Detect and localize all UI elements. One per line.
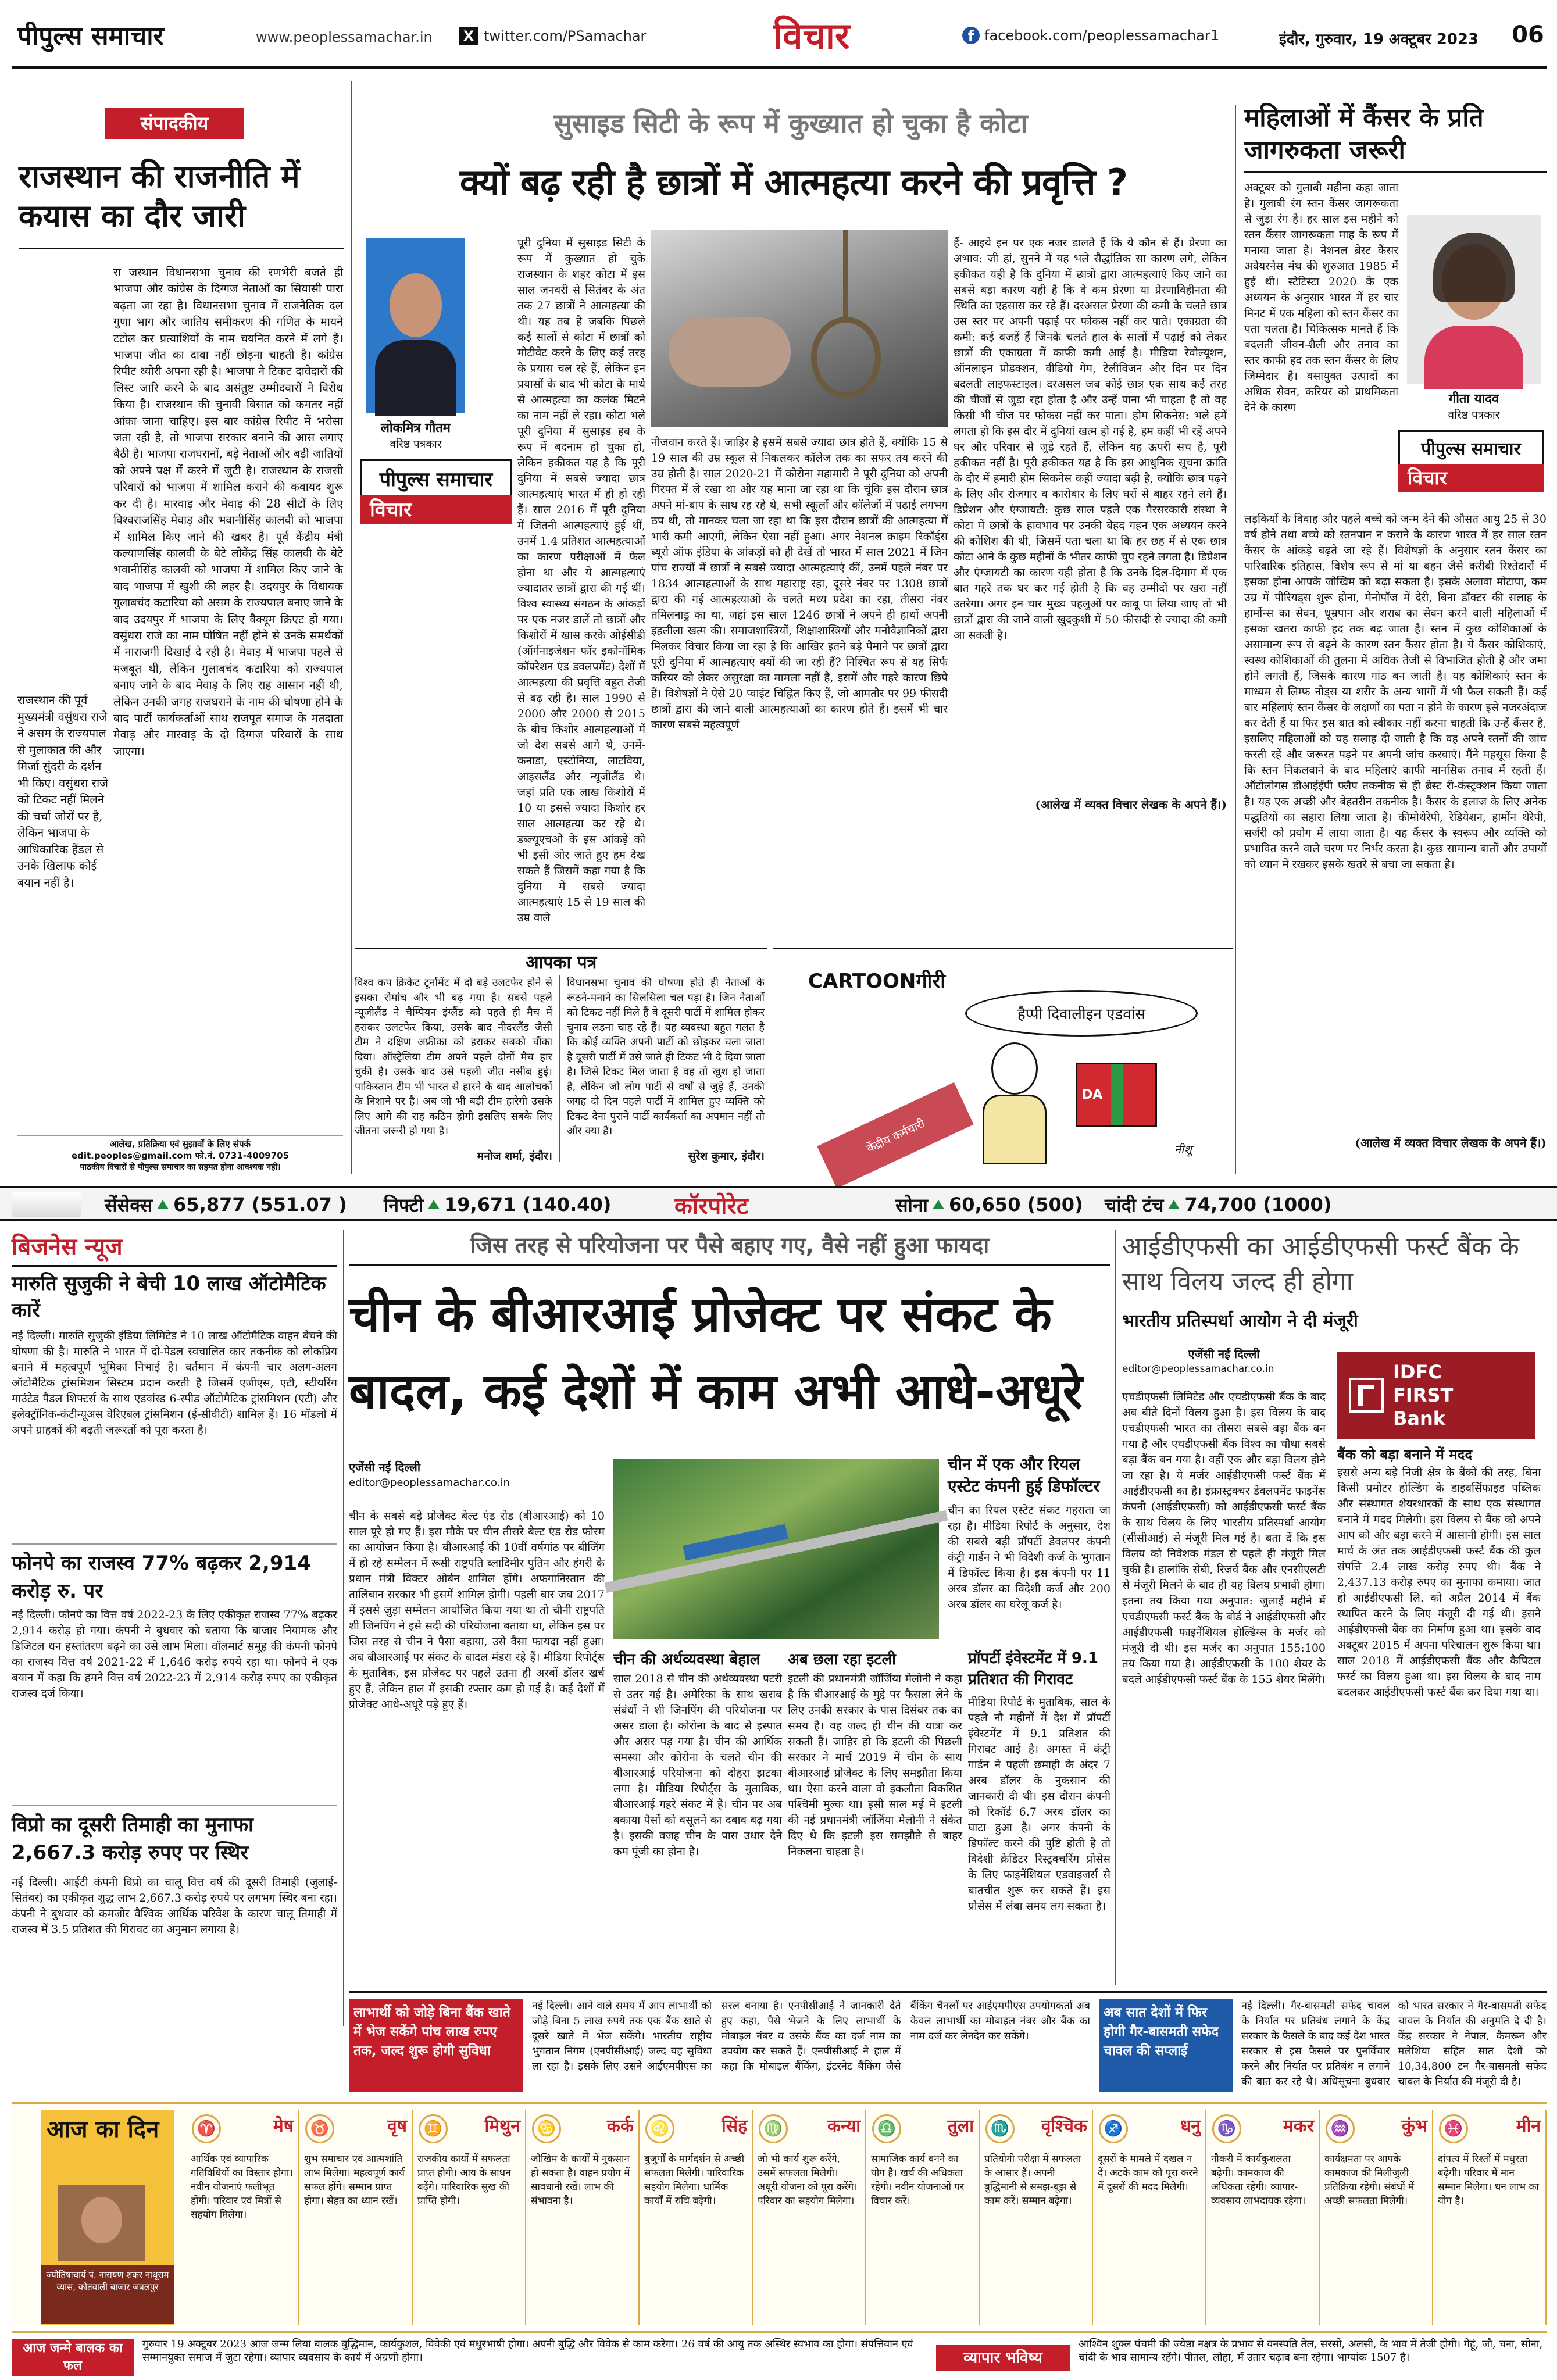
rashi-cell (1206, 2110, 1320, 2325)
author-photo-suit (375, 340, 456, 416)
rashi-text: जोखिम के कार्यों में नुकसान हो सकता है। वाहन प्रयोग में सावधानी रखें। लाभ की संभावना है। (531, 2153, 630, 2207)
rashi-cell (753, 2110, 866, 2325)
bottom-line (12, 2331, 1547, 2378)
masthead-logo[interactable] (17, 13, 238, 57)
rashi-text: प्रतियोगी परीक्षा में सफलता के आसार हैं। अपनी बुद्धिमानी से समझ-बूझ से काम करें। सम्मान बढ़ेगा। (984, 2153, 1081, 2207)
lead-article (355, 76, 1233, 936)
right-note: (आलेख में व्यक्त विचार लेखक के अपने हैं।) (1355, 1136, 1547, 1150)
lead-logo (360, 459, 512, 495)
editorial-title: राजस्थान की राजनीति में कयास का दौर जारी (19, 158, 300, 234)
idfc-kicker: आईडीएफसी का आईडीएफसी फर्स्ट बैंक के साथ विलय जल्द ही होगा (1122, 1232, 1519, 1296)
nifty (384, 1188, 611, 1221)
business-news (12, 1230, 337, 2026)
rashi-text: कार्यक्षमता पर आपके कामकाज की मिलीजुली प्रतिक्रिया रहेगी। संबंधों में अच्छी सफलता मिलेगी। (1324, 2153, 1415, 2207)
idfc-byline: एजेंसी नई दिल्ली (1188, 1347, 1260, 1361)
astrologer-face (81, 2197, 122, 2243)
silver-up-icon (1168, 1200, 1180, 1209)
right-body-rest: लड़कियों के विवाह और पहले बच्चे को जन्म देने की औसत आयु 25 से 30 वर्ष होने तथा बच्चे को स्तनपान न कराने के कारण भारत में हर साल स्तन कैंसर के आंकड़े बढ़ते जा रहे हैं। विशेषज्ञों के अनुसार स्तन कैंसर का पारिवारिक इतिहास, विशेष रूप से मां या बहन जैसे करीबी रिश्तेदारों में इसका होना आपके जोखिम को बढ़ा सकता है। इसके अलावा मोटापा, कम उम्र में पीरियड्स शुरू होना, मेनोपॉज में देरी, बिना डॉक्टर की सलाह के हार्मोन्स का सेवन, धूम्रपान और शराब का सेवन करने वाली महिलाओं में इसका खतरा काफी हद तक बढ़ जाता है। स्तन में कुछ कोशिकाओं के असामान्य रूप से बढ़ने के कारण स्तन कैंसर होता है। ये कैंसर कोशिकाएं, स्वस्थ कोशिकाओं की तुलना में अधिक तेजी से विभाजित होती हैं और जमा होने लगती हैं, जिसके कारण गांठ बन जाती है। यह कोशिकाएं स्तन के माध्यम से लिम्फ नोड्स या शरीर के अन्य भागों में भी फैल सकती हैं। कई बार महिलाएं स्तन कैंसर के लक्षणों का पता न होने के कारण इसे नजरअंदाज कर देती हैं या फिर इस बात को स्वीकार नहीं करना चाहती कि उन्हें कैंसर है, इसलिए महिलाओं को यह सलाह दी जाती है कि वह अपने स्तनों की जांच करती रहें और जरूरत पड़ने पर अपनी जांच करवाएं। मैंने महसूस किया है कि स्तन निकलवाने के बाद महिलाएं काफी मानसिक तनाव में रहती हैं। ऑटोलोगस डीआईईपी फ्लैप तकनीक से ही ब्रेस्ट री-कंस्ट्रक्शन किया जाता है। यह एक अच्छी और बेहतरीन तकनीक है। कैंसर के इलाज के लिए अनेक पद्धतियों का सहारा लिया जाता है। कीमोथेरेपी, रेडियेशन, हार्मोन थेरेपी, सर्जरी को प्रयोग में लाया जाता है। यह कैंसर के स्वरूप और व्यक्ति को प्रभावित करने वाले चरण पर निर्भर करता है। कुछ सामान्य बातों और उपायों को ध्यान में रखकर इसके खतरे से बचा जा सकता है। (1244, 513, 1547, 871)
twitter-handle: twitter.com/PSamachar (484, 28, 647, 44)
right-article-title: महिलाओं में कैंसर के प्रति जागरुकता जरूरी (1244, 103, 1484, 165)
rashi-text: बुजुर्गों के मार्गदर्शन से अच्छी सफलता मिलेगी। पारिवारिक सहयोग मिलेगा। धार्मिक कार्यों में रुचि बढ़ेगी। (644, 2153, 745, 2207)
lead-photo-hand (669, 317, 791, 387)
gold-value: 60,650 (500) (948, 1193, 1083, 1216)
right-author-dress (1424, 326, 1523, 389)
china-sub3: चीन में एक और रियल एस्टेट कंपनी हुई डिफॉल्टर (948, 1455, 1100, 1496)
letter-1: विश्व कप क्रिकेट टूर्नामेंट में दो बड़े उलटफेर होने से इसका रोमांच और भी बढ़ गया है। सबसे पहले न्यूजीलैंड ने चैम्पियन इंग्लैंड को पहले ही मैच में हराकर उलटफेर किया, उसके बाद नीदरलैंड जैसी टीम ने दक्षिण अफ्रीका को हराकर सबको चौंका दिया। ऑस्ट्रेलिया टीम अपने पहले दोनों मैच हार चुकी है। उसके बाद उसे पहली जीत नसीब हुई। पाकिस्तान टीम भी भारत से हारने के बाद आलोचकों के निशाने पर है। अब जो भी बड़ी टीम हारेगी उसके लिए आगे की राह कठिन होगी इसलिए सबके लिए जीतना जरूरी हो गया है। (355, 977, 552, 1137)
rashi-symbol-icon: ♍ (759, 2114, 788, 2143)
idfc-side-title: बैंक को बड़ा बनाने में मदद (1337, 1446, 1473, 1463)
cartoon-title: CARTOONगीरी (808, 970, 946, 993)
author-photo (366, 238, 465, 413)
rashi-symbol-icon: ♓ (1439, 2114, 1468, 2143)
rice-title-box (1099, 1999, 1233, 2092)
sensex (105, 1188, 347, 1221)
idfc-logo-icon (1349, 1378, 1384, 1413)
cartoon-speech-text: हैप्पी दिवालीइन एडवांस (1017, 1006, 1146, 1023)
cartoon-signature: नीशू (1174, 1142, 1192, 1156)
lead-section-tag: विचार (360, 495, 512, 524)
rashi-cell (526, 2110, 640, 2325)
editorial-footer-line1: आलेख, प्रतिक्रिया एवं सुझावों के लिए संपर्क (109, 1139, 251, 1149)
idfc-body: एचडीएफसी लिमिटेड और एचडीएफसी बैंक के बाद अब बीते दिनों विलय हुआ है। इस विलय के बाद एचडीएफसी भारत का तीसरा सबसे बड़ा बैंक बन गया है और एचडीएफसी बैंक विश्व का चौथा सबसे बड़ा बैंक बन गया है। वहीं एक और बड़ा विलय होने जा रहा है। ये मर्जर आईडीएफसी फर्स्ट बैंक में आईडीएफसी का है। इंफ्रास्ट्रक्चर डेवलपमेंट फाइनेंस कंपनी (आईडीएफसी) को आईडीएफसी फर्स्ट बैंक के साथ विलय के लिए भारतीय प्रतिस्पर्धा आयोग (सीसीआई) से मंजूरी मिल गई है। बता दें कि इस विलय को निवेशक मंडल से पहले ही मंजूरी मिल चुकी है। हालांकि सेबी, रिजर्व बैंक और एनसीएलटी से मंजूरी मिलने के बाद ही यह विलय प्रभावी होगा। इतना तय किया गया अनुपात: जुलाई महीने में एचडीएफसी फर्स्ट बैंक के बोर्ड ने आईडीएफसी और आईडीएफसी फाइनेंशियल होल्डिंग्स के मर्जर को मंजूरी दी थी। इस मर्जर का अनुपात 155:100 तय किया गया है। आईडीएफसी के 100 शेयर के बदले आईडीएफसी फर्स्ट बैंक के 155 शेयर मिलेंगे। (1122, 1391, 1326, 1686)
cartoon-hand-label: केंद्रीय कर्मचारी (864, 1116, 927, 1156)
china-sub1: चीन की अर्थव्यवस्था बेहाल (613, 1651, 760, 1668)
rashi-text: दांपत्य में रिश्तों में मधुरता बढ़ेगी। परिवार में मान सम्मान मिलेगा। धन लाभ का योग है। (1438, 2153, 1539, 2207)
editorial-tag: संपादकीय (105, 108, 244, 139)
rashi-name: मेष (273, 2116, 294, 2136)
right-title-rule (1244, 171, 1547, 173)
lead-photo-rope (843, 230, 848, 323)
china-sub4-body: मीडिया रिपोर्ट के मुताबिक, साल के पहले नौ महीनों में देश में प्रॉपर्टी इंवेस्टमेंट में 9.1 प्रतिशत की गिरावट आई है। अगस्त में कंट्री गार्डन ने पहली छमाही के अंदर 7 अरब डॉलर के नुकसान की जानकारी दी थी। इस दौरान कंपनी को रिकॉर्ड 6.7 अरब डॉलर का घाटा हुआ है। अगर कंपनी के डिफॉल्ट करने की पुष्टि होती है तो विदेशी क्रेडिटर रिस्ट्रक्चरिंग प्रोसेस के लिए फाइनेंशियल एडवाइजर्स से बातचीत शुरू कर सकते हैं। इस प्रोसेस में लंबा समय लग सकता है। (968, 1696, 1110, 1913)
china-photo (613, 1459, 939, 1639)
cartoon-man (971, 1042, 1058, 1164)
lead-headline: क्यों बढ़ रही है छात्रों में आत्महत्या करने की प्रवृत्ति ? (460, 161, 1127, 203)
right-body-top: अक्टूबर को गुलाबी महीना कहा जाता है। गुलाबी रंग स्तन कैंसर जागरूकता से जुड़ा रंग है। हर साल इस महीने को स्तन कैंसर जागरूकता माह के रूप में मनाया जाता है। नेशनल ब्रेस्ट कैंसर अवेयरनेस मंथ की शुरुआत 1985 में हुई थी। स्टेटिस्टा 2020 के एक अध्ययन के अनुसार भारत में हर चार मिनट में एक महिला को स्तन कैंसर का पता चलता है। चिकित्सक मानते हैं कि बदलती जीवन-शैली और तनाव का स्तर काफी हद तक स्तन कैंसर के लिए जिम्मेदार है। वसायुक्त उत्पादों का अधिक सेवन, करियर को प्राथमिकता देने के कारण (1244, 181, 1398, 414)
rashi-name: वृश्चिक (1041, 2116, 1087, 2136)
rashi-symbol-icon: ♋ (532, 2114, 561, 2143)
bottom-strip (349, 1991, 1547, 2096)
editorial-footer (17, 1135, 343, 1173)
rashi-text: नौकरी में कार्यकुशलता बढ़ेगी। कामकाज की अधिकता रहेगी। व्यापार-व्यवसाय लाभदायक रहेगा। (1211, 2153, 1306, 2207)
wipro-body: नई दिल्ली। आईटी कंपनी विप्रो का चालू वित्त वर्ष की दूसरी तिमाही (जुलाई-सितंबर) का एकीकृत शुद्ध लाभ 2,667.3 करोड़ रुपये पर लगभग स्थिर बना रहा। कंपनी ने बुधवार को कमजोर वैश्विक आर्थिक परिवेश के कारण चालू तिमाही में राजस्व में 3.5 प्रतिशत की गिरावट का अनुमान लगाया है। (12, 1876, 337, 1936)
rashi-cell (640, 2110, 753, 2325)
maruti-title: मारुति सुजुकी ने बेची 10 लाख ऑटोमैटिक कारें (12, 1272, 326, 1322)
rashi-name: मीन (1516, 2116, 1541, 2136)
phonepe-body: नई दिल्ली। फोनपे का वित्त वर्ष 2022-23 के लिए एकीकृत राजस्व 77% बढ़कर 2,914 करोड़ हो गया। कंपनी ने बुधवार को बताया कि बाजार नियामक और डिजिटल धन हस्तांतरण बढ़ने का उसे लाभ मिला। वॉलमार्ट समूह की कंपनी फोनपे का राजस्व वित्त वर्ष 2021-22 में 1,646 करोड़ रुपये रहा था। फोनपे ने एक बयान में कहा कि हमने वित्त वर्ष 2022-23 में 2,914 करोड़ रुपए का एकीकृत राजस्व दर्ज किया। (12, 1609, 337, 1700)
nifty-up-icon (428, 1200, 440, 1209)
horoscope (12, 2102, 1547, 2325)
rice-title: अब सात देशों में फिर होगी गैर-बासमती सफेद चावल की सप्लाई (1104, 2005, 1219, 2059)
idfc-article (1122, 1230, 1547, 1985)
rashi-text: आर्थिक एवं व्यापारिक गतिविधियों का विस्तार होगा। नवीन योजनाएं फलीभूत होंगी। परिवार एवं मित्रों से सहयोग मिलेगा। (191, 2153, 293, 2221)
rashi-symbol-icon: ♌ (645, 2114, 674, 2143)
gold (895, 1188, 1083, 1221)
lead-note: (आलेख में व्यक्त विचार लेखक के अपने हैं।) (1035, 798, 1227, 812)
author-name: लोकमित्र गौतम (381, 421, 451, 435)
cartoon-gift-label: DA (1082, 1088, 1103, 1102)
silver (1105, 1188, 1331, 1221)
china-body1: चीन के सबसे बड़े प्रोजेक्ट बेल्ट एंड रोड (बीआरआई) को 10 साल पूरे हो गए हैं। इस मौके पर चीन तीसरे बेल्ट एंड रोड फोरम का आयोजन किया है। बीआरआई की 10वीं वर्षगांठ पर बीजिंग में हो रहे सम्मेलन में रूसी राष्ट्रपति व्लादिमीर पुतिन और हंगरी के प्रधान मंत्री विक्टर ओर्बन शामिल होंगे। अफगानिस्तान की तालिबान सरकार भी इसमें शामिल होगी। पहली बार जब 2017 में इससे जुड़ा सम्मेलन आयोजित किया गया था तो चीनी राष्ट्रपति शी जिनपिंग ने इसे सदी की परियोजना बताया था, लेकिन इस पर जिस तरह से चीन ने पैसा बहाया, उसे वैसा फायदा नहीं हुआ। अब बीआरआई पर संकट के बादल मंडरा रहे हैं। मीडिया रिपोर्ट्स के मुताबिक, इस प्रोजेक्ट पर पहले उतना ही अरबों डॉलर खर्च हुए हैं, लेकिन हाल में इसकी रफ्तार कम हो गई है। कई देशों में प्रोजेक्ट आधे-अधूरे पड़े हुए हैं। (349, 1510, 605, 1711)
rashi-grid (186, 2110, 1547, 2325)
page-number: 06 (1512, 22, 1544, 48)
china-sub2-body: इटली की प्रधानमंत्री जॉर्जिया मेलोनी ने कहा है कि बीआरआई के मुद्दे पर फैसला लेने के लिए उनकी सरकार के पास दिसंबर तक का समय है। वह जल्द ही चीन की यात्रा कर सकती हैं। जाहिर हो कि इटली की पिछली सरकार ने मार्च 2019 में चीन के साथ बीआरआई प्रोजेक्ट के लिए समझौता किया था। ऐसा करने वाला वो इकलौता विकसित पश्चिमी मुल्क था। इसी साल मई में इटली की नई प्रधानमंत्री जॉर्जिया मेलोनी ने संकेत दिए थे कि इटली इस समझौते से बाहर निकलना चाहता है। (788, 1673, 962, 1858)
china-byline: एजेंसी नई दिल्ली (349, 1460, 421, 1474)
sensex-up-icon (157, 1200, 169, 1209)
rashi-cell (186, 2110, 299, 2325)
business-tag: बिजनेस न्यूज (12, 1230, 337, 1267)
rashi-cell (980, 2110, 1093, 2325)
col-divider-4 (1115, 1230, 1116, 1985)
rashi-name: कुंभ (1401, 2116, 1427, 2136)
masthead-logo-text: पीपुल्स समाचार (17, 22, 164, 51)
silver-label: चांदी टंच (1105, 1193, 1164, 1216)
editorial (12, 76, 349, 1168)
rashi-text: दूसरों के मामले में दखल न दें। अटके काम को पूरा करने में दूसरों की मदद मिलेगी। (1098, 2153, 1198, 2193)
letter-2: विधानसभा चुनाव की घोषणा होते ही नेताओं के रूठने-मनाने का सिलसिला चल पड़ा है। जिन नेताओं को टिकट नहीं मिले हैं वे दूसरी पार्टी में शामिल होकर चुनाव लड़ना चाह रहे हैं। यह व्यवस्था बहुत गलत है कि कोई व्यक्ति अपनी पार्टी को छोड़कर चला जाता है दूसरी पार्टी में उसे जाते ही टिकट भी दे दिया जाता है। जिसे टिकट मिल जाता है वह तो खुश हो जाता है, लेकिन जो लोग पार्टी से वर्षों से जुड़े हैं, उनकी जगह दो दिन पहले पार्टी में शामिल हुए व्यक्ति को टिकट देना पुराने पार्टी कार्यकर्ता का अपमान नहीं तो और क्या है। (567, 977, 765, 1137)
right-author-hair (1433, 233, 1515, 302)
lead-logo-text: पीपुल्स समाचार (379, 467, 493, 491)
rashi-symbol-icon: ♐ (1099, 2114, 1128, 2143)
letter-1-sign: मनोज शर्मा, इंदौर। (477, 1150, 552, 1163)
china-email[interactable]: editor@peoplessamachar.co.in (349, 1477, 510, 1489)
rashi-symbol-icon: ♒ (1326, 2114, 1355, 2143)
col-divider-2 (1235, 105, 1236, 1174)
rashi-text: राजकीय कार्यों में सफलता प्राप्त होगी। आय के साधन बढ़ेंगे। पारिवारिक सुख की प्राप्ति होगी। (417, 2153, 511, 2207)
nifty-value: 19,671 (140.40) (444, 1193, 612, 1216)
rashi-symbol-icon: ♊ (419, 2114, 448, 2143)
upi-title-box (349, 1999, 523, 2092)
lead-col1: पूरी दुनिया में सुसाइड सिटी के रूप में कुख्यात हो चुके राजस्थान के शहर कोटा में इस साल जनवरी से सितंबर के अंत तक 27 छात्रों ने आत्महत्या की थी। यह तब है जबकि पिछले कई सालों से कोटा में छात्रों को मोटीवेट करने के लिए कई तरह के प्रयास चल रहे हैं, लेकिन इन प्रयासों के बाद भी कोटा के माथे से आत्महत्या का कलंक मिटने का नाम नहीं ले रहा। कोटा भले पूरी दुनिया में सुसाइड हब के रूप में बदनाम हो चुका हो, लेकिन हकीकत यह है कि पूरी दुनिया में सबसे ज्यादा छात्र आत्महत्याएं भारत में ही हो रही हैं। साल 2016 में पूरी दुनिया में जितनी आत्महत्याएं हुई थीं, उनमें 1.4 प्रतिशत आत्महत्याओं का कारण परीक्षाओं में फेल होना था और ये आत्महत्याएं ज्यादातर छात्रों द्वारा की गई थीं। विश्व स्वास्थ्य संगठन के आंकड़ों पर एक नजर डालें तो छात्रों और किशोरों में खास करके ओईसीडी (ऑर्गनाइजेशन फॉर इकोनॉमिक कॉपरेशन एंड डवलपमेंट) देशों में आत्महत्या की प्रवृत्ति बहुत तेजी से बढ़ रही है। साल 1990 से 2000 और 2000 से 2015 के बीच किशोर आत्महत्याओं में जो देश सबसे आगे थे, उनमें- कनाडा, एस्टोनिया, लाटविया, आइसलैंड और न्यूजीलैंड थे। जहां प्रति एक लाख किशोरों में 10 या इससे ज्यादा किशोर हर साल आत्महत्या कर रहे थे। डब्ल्यूएचओ के इस आंकड़े को भी इसी ओर जाते हुए हम देख सकते हैं जिसमें कहा गया है कि दुनिया में सबसे ज्यादा आत्महत्याएं 15 से 19 साल की उम्र वाले (517, 237, 645, 924)
x-icon: X (459, 27, 478, 45)
rashi-cell (1093, 2110, 1206, 2325)
lead-photo (651, 230, 948, 427)
market-chart-icon (12, 1192, 81, 1217)
rashi-cell (1320, 2110, 1433, 2325)
right-author-role: वरिष्ठ पत्रकार (1448, 409, 1500, 421)
cartoon-gift-ribbon (1111, 1064, 1123, 1125)
sensex-label: सेंसेक्स (105, 1193, 153, 1216)
idfc-logo (1337, 1352, 1535, 1439)
cartoon-hand (817, 1082, 973, 1188)
market-bar (0, 1186, 1557, 1221)
rashi-name: तुला (947, 2116, 974, 2136)
twitter-link[interactable] (459, 27, 646, 45)
rashi-name: सिंह (722, 2116, 747, 2136)
idfc-subkicker: भारतीय प्रतिस्पर्धा आयोग ने दी मंजूरी (1122, 1311, 1358, 1331)
rashi-symbol-icon: ♏ (985, 2114, 1015, 2143)
cartoon-speech-bubble (965, 990, 1198, 1037)
letters-divider (559, 975, 560, 1162)
letters-title: आपका पत्र (525, 952, 597, 973)
editorial-rule (19, 248, 344, 249)
author-photo-face (390, 273, 442, 337)
cartoon-gift-box (1076, 1063, 1157, 1127)
lead-photo-loop (811, 317, 881, 398)
born-label: आज जन्मे बालक का फल (12, 2339, 134, 2376)
upi-title: लाभार्थी को जोड़े बिना बैंक खाते में भेज सकेंगे पांच लाख रुपए तक, जल्द शुरू होगी सुविधा (353, 2005, 510, 2059)
china-article (349, 1230, 1110, 1985)
lead-kicker: सुसाइड सिटी के रूप में कुख्यात हो चुका है कोटा (553, 108, 1028, 139)
rashi-symbol-icon: ♉ (305, 2114, 334, 2143)
lead-col2: नौजवान करते हैं। जाहिर है इसमें सबसे ज्यादा छात्र होते हैं, क्योंकि 15 से 19 साल की उम्र स्कूल से निकलकर कॉलेज तक का सफर तय करने की उम्र होती है। साल 2020-21 में कोरोना महामारी ने पूरी दुनिया को अपनी गिरफ्त में ले रखा था और यह माना जा रहा था कि चूंकि इस दौरान छात्र अपने मां-बाप के साथ रह रहे थे, सभी स्कूलों और कॉलेजों में पढ़ाई लगभग ठप थी, तो मानकर चला जा रहा था कि इस दौरान छात्रों की आत्महत्या में भारी कमी आएगी, लेकिन ऐसा नहीं हुआ। अगर नेशनल क्राइम रिकॉर्ड्स ब्यूरो ऑफ इंडिया के आंकड़ों को ही देखें तो भारत में साल 2021 में जिन पांच राज्यों में छात्रों ने सबसे ज्यादा आत्महत्याएं कीं, उनमें पहले नंबर पर 1834 आत्महत्याओं के साथ महाराष्ट्र रहा, दूसरे नंबर पर 1308 छात्रों द्वारा की गई आत्महत्याओं के चलते मध्य प्रदेश का रहा, तीसरा नंबर तमिलनाडु का था, जहां इस साल 1246 छात्रों ने अपने ही हाथों अपनी इहलीला खत्म की। समाजशास्त्रियों, शिक्षाशास्त्रियों और मनोवैज्ञानिकों द्वारा मिलकर विचार किया जा रहा है कि आखिर इतने बड़े पैमाने पर छात्रों द्वारा पूरी दुनिया में आत्महत्याएं क्यों की जा रही हैं? निश्चित रूप से यह सिर्फ करियर को लेकर असुरक्षा का मामला नहीं है, इसमें और गहरे कारण छिपे हैं। विशेषज्ञों ने ऐसे 20 प्वाइंट चिह्नित किए हैं, जो आमतौर पर 99 फीसदी छात्रों द्वारा की जाने वाली आत्महत्याओं का कारण होते हैं। इसमें भी चार कारण सबसे महत्वपूर्ण (651, 436, 948, 731)
rashi-symbol-icon: ♑ (1212, 2114, 1241, 2143)
china-sub2: अब छला रहा इटली (788, 1651, 896, 1668)
china-sub4: प्रॉपर्टी इंवेस्टमेंट में 9.1 प्रतिशत की गिरावट (968, 1650, 1098, 1688)
maruti-body: नई दिल्ली। मारुति सुजुकी इंडिया लिमिटेड ने 10 लाख ऑटोमैटिक वाहन बेचने की घोषणा की है। मारुति ने भारत में दो-पेडल स्वचालित कार तकनीक को लोकप्रिय बनाने में महत्वपूर्ण भूमिका निभाई है। वर्तमान में कंपनी चार अलग-अलग ऑटोमैटिक ट्रांसमिशन सिस्टम प्रदान करती है जिसमें एजीएस, एटी, स्टीयरिंग माउंटेड पैडल शिफ्टर्स के साथ एडवांस्ड 6-स्पीड ऑटोमैटिक ट्रांसमिशन (एटी) और इलेक्ट्रॉनिक-कंटीन्यूअस वेरिएबल ट्रांसमिशन (ई-सीवीटी) शामिल हैं। 16 मॉडलों में अपने ग्राहकों की बढ़ती जरूरतों को पूरा करता है। (12, 1330, 337, 1436)
born-text: गुरुवार 19 अक्टूबर 2023 आज जन्म लिया बालक बुद्धिमान, कार्यकुशल, विवेकी एवं मधुरभाषी होगा। अपनी बुद्धि और विवेक से काम करेगा। 26 वर्ष की आयु तक अस्थिर स्वभाव का होगा। संपत्तिवान एवं सम्मानयुक्त समाज में जुटा रहेगा। व्यापार व्यवसाय के कार्य में अग्रणी होगा। (142, 2338, 913, 2364)
rashi-cell (299, 2110, 413, 2325)
china-headline: चीन के बीआरआई प्रोजेक्ट पर संकट के बादल, कई देशों में काम अभी आधे-अधूरे (349, 1286, 1083, 1420)
rashi-text: सामाजिक कार्य बनने का योग है। खर्च की अधिकता रहेगी। नवीन योजनाओं पर विचार करें। (871, 2153, 965, 2207)
rashi-symbol-icon: ♎ (872, 2114, 901, 2143)
masthead (0, 0, 1557, 70)
letters (355, 948, 767, 1168)
cartoon-man-body (983, 1095, 1047, 1164)
editorial-footer-line3: पाठकीय विचारों से पीपुल्स समाचार का सहमत होना आवश्यक नहीं। (80, 1163, 281, 1172)
gold-up-icon (933, 1200, 944, 1209)
wipro-title: विप्रो का दूसरी तिमाही का मुनाफा 2,667.3 करोड़ रुपए पर स्थिर (12, 1805, 337, 1867)
china-sub1-body: साल 2018 से चीन की अर्थव्यवस्था पटरी से उतर गई है। अमेरिका के साथ खराब संबंधों ने शी जिनपिंग की परियोजना पर असर डाला है। कोरोना के बाद से इस्पात और असर पड़ गया है। चीन की आर्थिक समस्या और कोरोना के चलते चीन की बीआरआई परियोजना को दोहरा झटका लगा है। मीडिया रिपोर्ट्स के मुताबिक, बीआरआई गहरे संकट में है। चीन पर अब बकाया पैसों को वसूलने का दबाव बढ़ गया है। इसकी वजह चीन के पास उधार देने कम पूंजी का होना है। (613, 1673, 782, 1858)
col-divider-3 (343, 1230, 344, 2026)
rashi-text: जो भी कार्य शुरू करेंगे, उसमें सफलता मिलेगी। अधूरी योजना को पूरा करेंगे। परिवार का सहयोग मिलेगा। (758, 2153, 858, 2207)
trade-text: आश्विन शुक्ल पंचमी की ज्येष्ठा नक्षत्र के प्रभाव से वनस्पति तेल, सरसों, अलसी, के भाव में तेजी होगी। गेहूं, जौ, चना, सोना, चांदी के भाव सामान्य रहेंगे। पीतल, लोहा, में उतार चढ़ाव बना रहेगा। भाग्यांक 1507 है। (1079, 2338, 1543, 2364)
right-article (1238, 76, 1552, 1180)
sensex-value: 65,877 (551.07 ) (173, 1193, 347, 1216)
editorial-body: रा जस्थान विधानसभा चुनाव की रणभेरी बजते ही भाजपा और कांग्रेस के दिग्गज नेताओं का सियासी पारा बढ़ता जा रहा है। विधानसभा चुनाव में राजनैतिक दल गुणा भाग और जातिय समीकरण की गणित के मायने टटोल कर प्रत्याशियों के नाम चयनित करने में लगे हैं। भाजपा जीत का दावा नहीं छोड़ना चाहती है। कांग्रेस रिपीट थ्योरी अपना रही है। भाजपा ने टिकट दावेदारों की लिस्ट जारि करने के बाद असंतुष्ट उम्मीदवारों ने विरोध किया है। राजस्थान की चुनावी बिसात को कमतर नहीं आंका जाना चाहिए। इस बार कांग्रेस रिपीट में भरोसा जता रही है, तो भाजपा सरकार बनाने की आस लगाए बैठी है। भाजपा राजघरानों, बड़े नेताओं और बड़ी जातियों को अपने पक्ष में करने में जुटी है। राजस्थान के राजसी परिवारों को भाजपा में शामिल कराने की कवायद शुरू कर दी है। मारवाड़ और मेवाड़ की 28 सीटों के लिए विश्वराजसिंह मेवाड़ और भवानीसिंह कालवी को भाजपा में शामिल किए जाने की खबर है। पूर्व केंद्रीय मंत्री कल्याणसिंह कालवी के बेटे लोकेंद्र सिंह कालवी के बेटे भवानीसिंह कालवी को भाजपा में शामिल किए जाने के बाद भाजपा में खुशी की लहर है। उदयपुर के विधायक गुलाबचंद कटारिया को असम के राज्यपाल बनाए जाने के बाद उदयपुर में भाजपा के लिए वैक्यूम क्रिएट हो गया। वसुंधरा राजे का नाम घोषित नहीं होने से उनके समर्थकों में नाराजगी दिखाई दे रही है। मेवाड़ में भाजपा पहले से मजबूत थी, लेकिन गुलाबचंद कटारिया को राज्यपाल बनाए जाने के बाद मेवाड़ के लिए राह आसान नहीं थी, लेकिन उनकी जगह राजघराने के नाम की घोषणा होने के बाद पार्टी कार्यकर्ताओं साथ राजपूत समाज के मतदाता मेवाड़ और मारवाड़ के दो दिग्गज परिवारों के साथ जाएगा। (113, 266, 343, 758)
right-section-tag: विचार (1398, 464, 1544, 492)
rashi-symbol-icon: ♈ (192, 2114, 221, 2143)
china-photo-rail (605, 1510, 948, 1593)
section-title: विचार (773, 15, 850, 57)
lead-col3: हैं- आइये इन पर एक नजर डालते हैं कि ये कौन से हैं। प्रेरणा का अभाव: जी हां, सुनने में यह भले सैद्धांतिक सा कारण लगे, लेकिन हकीकत यही है कि दुनिया में छात्रों द्वारा आत्महत्याएं किए जाने का सबसे बड़ा कारण यही है कि वे कम प्रेरणा या प्रेरणाविहीनता की स्थिति का एहसास कर रहे हैं। दरअसल प्रेरणा की कमी के चलते छात्र उस स्तर पर अपनी पढ़ाई पर फोकस नहीं कर पाते। एकाग्रता की कमी: कई वजहें हैं जिनके चलते हाल के सालों में पढ़ाई को लेकर छात्रों की एकाग्रता में काफी कमी आई है। मीडिया रेवोल्यूशन, ऑनलाइन प्रोडक्शन, वीडियो गेम, टेलीविजन और दिन पर दिन बदलती लाइफस्टाइल। दरअसल जब कोई छात्र एक साथ कई तरह की चीजों से जुड़ा रहा होता है और उन्हें पाना भी चाहता है तो वह किसी भी चीज पर फोकस नहीं कर पाता। होम सिकनेस: भले हमें लगता हो कि इस दौर में दुनियां खत्म हो गई है, हम कहीं भी रहें अपने घर और परिवार से जुड़े रहते हैं, लेकिन यह ऊपरी सच है, पूरी हकीकत नहीं है। पूरी हकीकत यह है कि इस आधुनिक सूचना क्रांति के दौर में हमारी होम सिकनेस कहीं ज्यादा बढ़ी है, क्योंकि छात्र पढ़ने के लिए और रोजगार व कारोबार के लिए घरों से बाहर रहने लगे हैं। डिप्रेशन और एंग्जायटी: कुछ साल पहले एक गैरसरकारी संस्था ने कोटा में छात्रों के हावभाव पर उनकी बेहद गहन एक अध्ययन करने की कोशिश की थी, जिसमें पता चला था कि हर छह में से एक छात्र कोटा आने के कुछ महीनों के भीतर काफी चुप रहने लगता है। डिप्रेशन और एंग्जायटी का कारण यही होता है कि उनके दिल-दिमाग में एक बात गहरे तक घर कर गई होती है कि वह उम्मीदों पर खरा नहीं उतरेगा। अगर इन चार मुख्य पहलुओं पर काबू पा लिया जाए तो भी छात्रों द्वारा की जाने वाली खुदकुशी में 50 फीसदी से ज्यादा की कमी आ सकती है। (954, 237, 1227, 642)
idfc-side-body: इससे अन्य बड़े निजी क्षेत्र के बैंकों की तरह, बिना किसी प्रमोटर होल्डिंग के डाइवर्सिफाइड पब्लिक और संस्थागत शेयरधारकों के साथ एक संस्थागत बनाने में मदद मिलेगी। इस विलय से बैंक को अपने आप को और बड़ा करने में आसानी होगी। इस साल मार्च के अंत तक आईडीएफसी फर्स्ट बैंक की कुल संपत्ति 2.4 लाख करोड़ रुपए थी। बैंक ने 2,437.13 करोड़ रुपए का मुनाफा कमाया। जात हो आईडीएफसी लि. को अप्रैल 2014 में बैंक स्थापित करने के लिए मंजूरी दी गई थी। इसने आईडीएफसी बैंक का निर्माण हुआ था। इसके बाद अक्टूबर 2015 में अपना परिचालन शुरू किया था। साल 2018 में आईडीएफसी बैंक और कैपिटल फर्स्ट का विलय हुआ था। इस विलय के बाद नाम बदलकर आईडीएफसी फर्स्ट बैंक कर दिया गया था। (1337, 1466, 1541, 1699)
lead-col1-b (360, 535, 512, 791)
upi-body: नई दिल्ली। आने वाले समय में आप लाभार्थी को जोड़े बिना 5 लाख रुपये तक एक बैंक खाते से दूसरे खाते में भेज सकेंगे। भारतीय राष्ट्रीय भुगतान निगम (एनपीसीआई) जल्द यह सुविधा ला रहा है। इसके लिए उसने आईएमपीएस का सरल बनाया है। एनपीसीआई ने जानकारी देते हुए कहा, पैसे भेजने के लिए लाभार्थी के मोबाइल नंबर व उसके बैंक का दर्ज नाम का उपयोग कर सकते हैं। एनपीसीआई ने हाल में कहा कि मोबाइल बैंकिंग, इंटरनेट बैंकिंग जैसे बैंकिंग चैनलों पर आईएमपीएस उपयोगकर्ता अब केवल लाभार्थी का मोबाइल नंबर और बैंक का नाम दर्ज कर लेनदेन कर सकेंगे। (532, 2000, 1090, 2072)
right-author-name: गीता यादव (1448, 392, 1499, 406)
trade-label: व्यापार भविष्य (936, 2345, 1070, 2371)
idfc-logo-text: IDFC FIRST Bank (1393, 1361, 1454, 1430)
facebook-icon: f (962, 27, 980, 44)
cartoon-man-head (991, 1042, 1038, 1095)
dateline: इंदौर, गुरुवार, 19 अक्टूबर 2023 (1279, 31, 1479, 48)
masthead-rule (12, 66, 1547, 69)
right-author-photo (1407, 215, 1541, 384)
rashi-name: कन्या (827, 2116, 860, 2136)
right-logo (1398, 430, 1544, 464)
rashi-name: धनु (1180, 2116, 1201, 2136)
astrologer-photo (58, 2185, 145, 2261)
letter-2-sign: सुरेश कुमार, इंदौर। (688, 1150, 765, 1163)
rashi-cell (866, 2110, 980, 2325)
facebook-link[interactable] (962, 27, 1219, 44)
phonepe-title: फोनपे का राजस्व 77% बढ़कर 2,914 करोड़ रु. पर (12, 1543, 337, 1605)
cartoon (773, 948, 1233, 1168)
astrologer-name: ज्योतिषाचार्य पं. नारायण शंकर नाथूराम व्यास, कोतवाली बाजार जबलपुर (41, 2265, 174, 2324)
rashi-cell (1433, 2110, 1547, 2325)
rashi-name: मिथुन (484, 2116, 520, 2136)
masthead-website[interactable]: www.peoplessamachar.in (256, 29, 433, 45)
gold-label: सोना (895, 1193, 928, 1216)
corporate-title: कॉरपोरेट (674, 1192, 749, 1220)
author-role: वरिष्ठ पत्रकार (390, 438, 442, 451)
rashi-name: कर्क (606, 2116, 634, 2136)
idfc-email[interactable]: editor@peoplessamachar.co.in (1122, 1363, 1274, 1375)
facebook-handle: facebook.com/peoplessamachar1 (984, 27, 1219, 44)
silver-value: 74,700 (1000) (1184, 1193, 1332, 1216)
rashi-cell (413, 2110, 526, 2325)
right-logo-text: पीपुल्स समाचार (1421, 439, 1521, 459)
rashi-text: शुभ समाचार एवं आत्मशांति लाभ मिलेगा। महत्वपूर्ण कार्य सफल होंगे। सम्मान प्राप्त होगा। सेहत का ध्यान रखें। (304, 2153, 405, 2207)
editorial-footer-line2[interactable]: edit.peoples@gmail.com फो.नं. 0731-4009705 (71, 1150, 290, 1161)
china-sub3-body: चीन का रियल एस्टेट संकट गहराता जा रहा है। मीडिया रिपोर्ट के अनुसार, देश की सबसे बड़ी प्रॉपर्टी डेवलपर कंपनी कंट्री गार्डन ने भी विदेशी कर्ज के भुगतान में डिफॉल्ट किया है। इस कंपनी पर 11 अरब डॉलर का विदेशी कर्ज और 200 अरब डॉलर का घरेलू कर्ज है। (948, 1504, 1110, 1611)
china-kicker: जिस तरह से परियोजना पर पैसे बहाए गए, वैसे नहीं हुआ फायदा (349, 1230, 1110, 1266)
rice-body: नई दिल्ली। गैर-बासमती सफेद चावल के निर्यात पर प्रतिबंध लगाने के केंद्र सरकार के फैसले के बाद कई देश भारत सरकार से इस फैसले पर पुनर्विचार करने और निर्यात पर प्रतिबंध न लगाने की बात कर रहे थे। अधिसूचना बुधवार को भारत सरकार ने गैर-बासमती सफेद चावल के निर्यात की अनुमति दे दी है। केंद्र सरकार ने नेपाल, कैमरून और मलेशिया सहित सात देशों को 10,34,800 टन गैर-बासमती सफेद चावल के निर्यात की मंजूरी दी है। (1241, 2000, 1547, 2088)
nifty-label: निफ्टी (384, 1193, 424, 1216)
aaj-ka-din-box (41, 2110, 174, 2325)
editorial-pullquote: राजस्थान की पूर्व मुख्यमंत्री वसुंधरा राजे ने असम के राज्यपाल से मुलाकात की और मिर्जा सुंदरी के दर्शन भी किए। वसुंधरा राजे को टिकट नहीं मिलने की चर्चा जोरों पर है, लेकिन भाजपा के आधिकारिक हैंडल से उनके खिलाफ कोई बयान नहीं है। (17, 693, 108, 889)
aaj-ka-din-title: आज का दिन (47, 2116, 159, 2143)
col-divider-1 (351, 81, 352, 1174)
rashi-name: वृष (387, 2116, 407, 2136)
rashi-name: मकर (1283, 2116, 1314, 2136)
